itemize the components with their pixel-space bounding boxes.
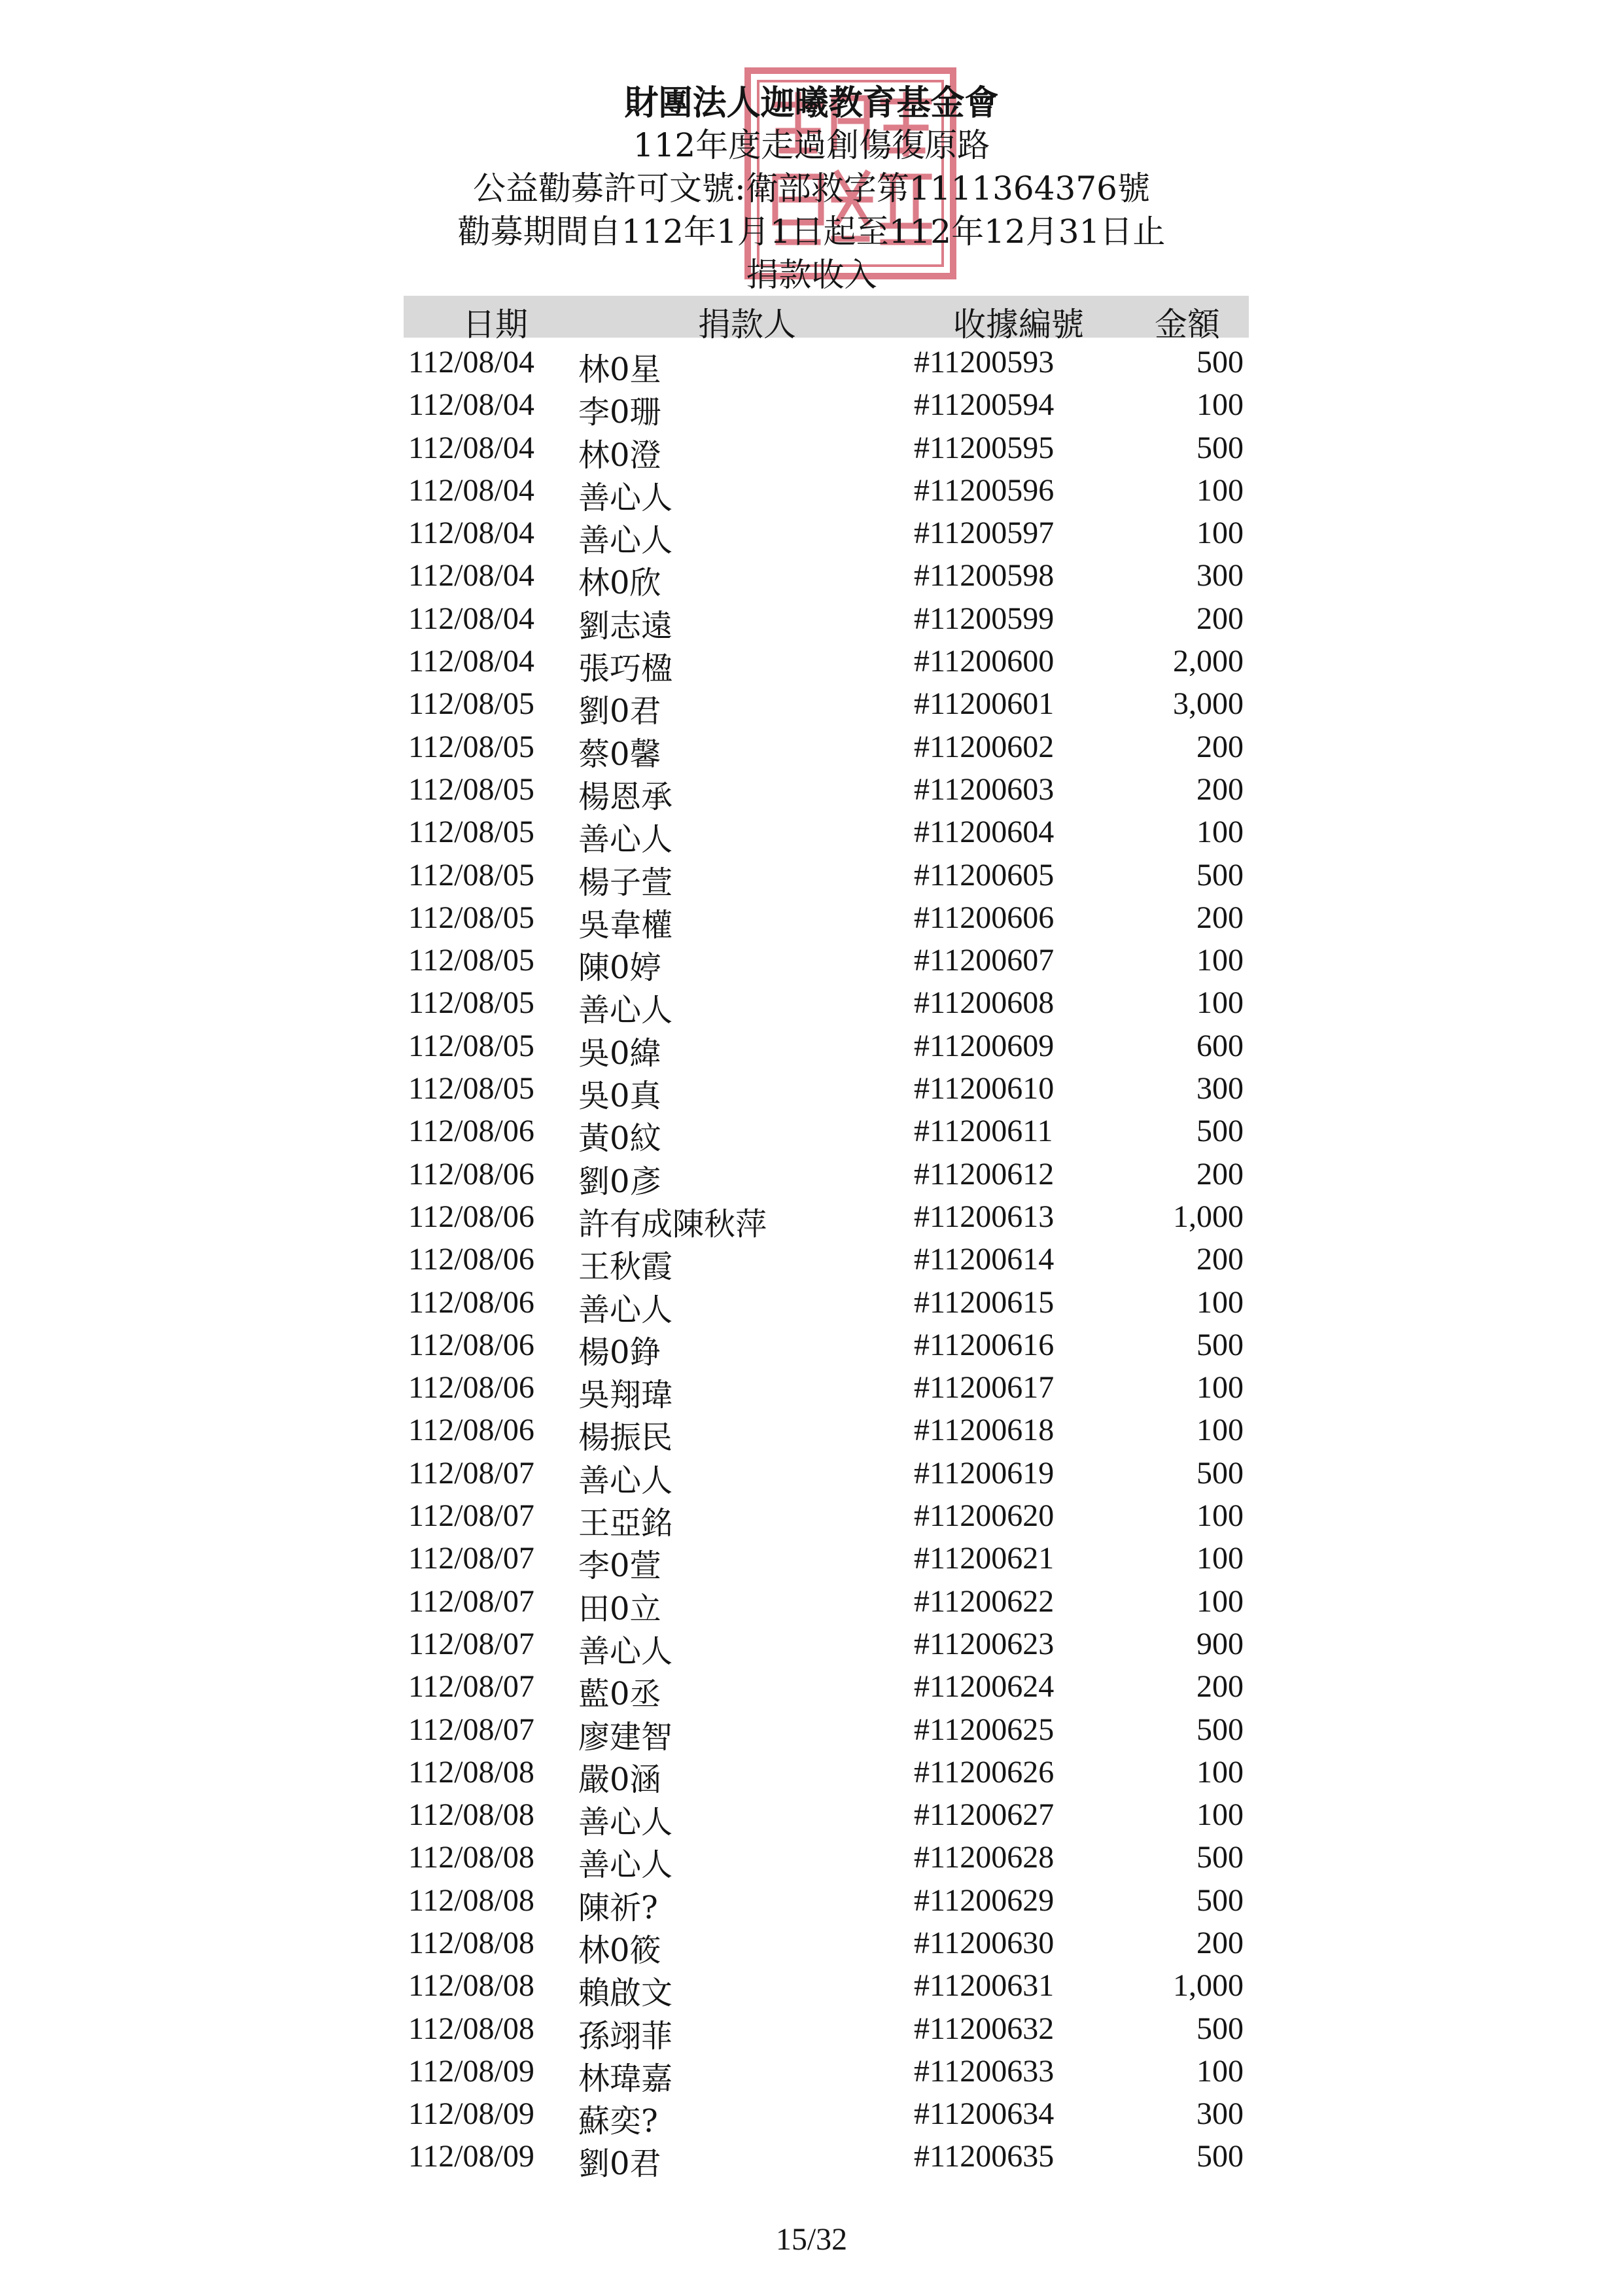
cell-donor: 林0欣 (578, 565, 661, 602)
cell-date: 112/08/05 (408, 985, 534, 1021)
cell-date: 112/08/04 (408, 516, 534, 551)
table-row (0, 1408, 1623, 1457)
table-row (0, 468, 1623, 516)
cell-amount: 100 (1196, 1498, 1244, 1534)
cell-date: 112/08/06 (408, 1284, 534, 1320)
cell-date: 112/08/08 (408, 1925, 534, 1960)
cell-amount: 100 (1196, 1370, 1244, 1405)
page-number: 15/32 (775, 2222, 848, 2257)
cell-donor: 蘇奕? (578, 2103, 658, 2140)
cell-amount: 900 (1196, 1626, 1244, 1661)
cell-amount: 500 (1196, 2139, 1244, 2174)
cell-amount: 1,000 (1173, 1199, 1244, 1234)
table-row (0, 1793, 1623, 1841)
cell-amount: 500 (1196, 1882, 1244, 1918)
cell-donor: 善心人 (578, 1846, 673, 1884)
cell-donor: 善心人 (578, 1804, 673, 1841)
cell-amount: 200 (1196, 1669, 1244, 1704)
cell-date: 112/08/04 (408, 558, 534, 593)
cell-amount: 500 (1196, 345, 1244, 380)
table-row (0, 1622, 1623, 1670)
cell-amount: 100 (1196, 2053, 1244, 2089)
cell-date: 112/08/05 (408, 857, 534, 892)
cell-date: 112/08/05 (408, 1028, 534, 1063)
cell-amount: 600 (1196, 1028, 1244, 1063)
permit-number: 公益勸募許可文號:衛部救字第1111364376號 (473, 169, 1150, 207)
table-row (0, 639, 1623, 688)
cell-receipt: #11200603 (914, 771, 1055, 807)
cell-donor: 善心人 (578, 1633, 673, 1670)
cell-amount: 200 (1196, 771, 1244, 807)
cell-amount: 300 (1196, 2096, 1244, 2132)
cell-receipt: #11200599 (914, 601, 1055, 636)
cell-amount: 500 (1196, 1327, 1244, 1362)
cell-donor: 李0萱 (578, 1547, 661, 1585)
cell-receipt: #11200615 (914, 1284, 1055, 1320)
cell-amount: 500 (1196, 1712, 1244, 1747)
table-row (0, 1451, 1623, 1499)
cell-amount: 300 (1196, 558, 1244, 593)
column-header-date: 日期 (462, 306, 528, 344)
cell-receipt: #11200619 (914, 1455, 1055, 1491)
cell-donor: 藍0丞 (578, 1676, 661, 1713)
cell-date: 112/08/09 (408, 2096, 534, 2132)
cell-donor: 善心人 (578, 1291, 673, 1328)
cell-date: 112/08/06 (408, 1114, 534, 1149)
table-row (0, 1879, 1623, 1926)
cell-receipt: #11200608 (914, 985, 1055, 1021)
cell-receipt: #11200614 (914, 1242, 1055, 1277)
cell-receipt: #11200612 (914, 1156, 1055, 1192)
table-row (0, 682, 1623, 730)
cell-donor: 善心人 (578, 992, 673, 1029)
cell-receipt: #11200600 (914, 644, 1055, 679)
table-row (0, 1280, 1623, 1328)
cell-amount: 100 (1196, 1541, 1244, 1576)
cell-date: 112/08/05 (408, 729, 534, 764)
cell-donor: 許有成陳秋萍 (578, 1205, 767, 1243)
cell-donor: 善心人 (578, 1462, 673, 1499)
cell-date: 112/08/04 (408, 472, 534, 508)
table-row (0, 768, 1623, 815)
cell-receipt: #11200595 (914, 430, 1055, 465)
cell-date: 112/08/08 (408, 1840, 534, 1875)
cell-donor: 林0筱 (578, 1932, 661, 1969)
table-row (0, 2007, 1623, 2055)
cell-receipt: #11200633 (914, 2053, 1055, 2089)
cell-amount: 200 (1196, 1925, 1244, 1960)
cell-receipt: #11200602 (914, 729, 1055, 764)
cell-amount: 500 (1196, 2011, 1244, 2046)
cell-amount: 500 (1196, 1114, 1244, 1149)
cell-amount: 200 (1196, 1156, 1244, 1192)
cell-receipt: #11200607 (914, 943, 1055, 978)
cell-date: 112/08/05 (408, 771, 534, 807)
cell-date: 112/08/05 (408, 815, 534, 850)
cell-date: 112/08/09 (408, 2139, 534, 2174)
cell-donor: 吳韋權 (578, 906, 673, 944)
table-row (0, 1109, 1623, 1157)
cell-amount: 100 (1196, 815, 1244, 850)
cell-donor: 林0星 (578, 351, 661, 388)
cell-date: 112/08/08 (408, 1968, 534, 2004)
cell-donor: 陳祈? (578, 1889, 658, 1926)
table-row (0, 853, 1623, 901)
table-row (0, 1024, 1623, 1072)
cell-date: 112/08/06 (408, 1242, 534, 1277)
cell-date: 112/08/04 (408, 601, 534, 636)
cell-amount: 100 (1196, 985, 1244, 1021)
table-row (0, 1835, 1623, 1884)
document-header (0, 84, 1623, 300)
table-row (0, 1708, 1623, 1756)
table-header (404, 296, 1249, 344)
donation-table-body (0, 340, 1623, 2183)
cell-amount: 500 (1196, 1455, 1244, 1491)
table-row (0, 2092, 1623, 2140)
cell-donor: 吳0緯 (578, 1034, 661, 1072)
table-row (0, 2049, 1623, 2097)
cell-receipt: #11200632 (914, 2011, 1055, 2046)
cell-amount: 200 (1196, 900, 1244, 935)
cell-donor: 王亞銘 (578, 1505, 673, 1542)
cell-amount: 100 (1196, 1413, 1244, 1448)
cell-date: 112/08/08 (408, 1754, 534, 1790)
cell-donor: 賴啟文 (578, 1975, 673, 2012)
cell-date: 112/08/06 (408, 1370, 534, 1405)
organization-name: 財團法人迦曦教育基金會 (624, 83, 999, 123)
table-row (0, 1152, 1623, 1200)
cell-receipt: #11200629 (914, 1882, 1055, 1918)
cell-amount: 100 (1196, 1583, 1244, 1619)
table-row (0, 1536, 1623, 1585)
cell-amount: 100 (1196, 387, 1244, 423)
cell-donor: 林瑋嘉 (578, 2060, 673, 2097)
cell-receipt: #11200609 (914, 1028, 1055, 1063)
cell-donor: 黃0紋 (578, 1120, 661, 1157)
cell-date: 112/08/08 (408, 2011, 534, 2046)
cell-receipt: #11200624 (914, 1669, 1055, 1704)
table-row (0, 426, 1623, 474)
cell-date: 112/08/07 (408, 1583, 534, 1619)
cell-date: 112/08/08 (408, 1882, 534, 1918)
column-header-amount: 金額 (1155, 306, 1220, 344)
cell-donor: 楊0錚 (578, 1333, 661, 1371)
cell-receipt: #11200597 (914, 516, 1055, 551)
table-row (0, 1750, 1623, 1798)
table-row (0, 938, 1623, 987)
cell-date: 112/08/05 (408, 943, 534, 978)
cell-receipt: #11200628 (914, 1840, 1055, 1875)
table-row (0, 1665, 1623, 1713)
cell-amount: 200 (1196, 729, 1244, 764)
cell-receipt: #11200604 (914, 815, 1055, 850)
cell-donor: 楊子萱 (578, 864, 673, 901)
cell-receipt: #11200606 (914, 900, 1055, 935)
cell-donor: 善心人 (578, 479, 673, 516)
cell-amount: 500 (1196, 430, 1244, 465)
cell-donor: 吳翔瑋 (578, 1377, 673, 1414)
cell-amount: 100 (1196, 1754, 1244, 1790)
cell-receipt: #11200631 (914, 1968, 1055, 2004)
cell-amount: 2,000 (1173, 644, 1244, 679)
cell-receipt: #11200611 (914, 1114, 1053, 1149)
cell-amount: 1,000 (1173, 1968, 1244, 2004)
project-title: 112年度走過創傷復原路 (633, 126, 990, 164)
cell-donor: 林0澄 (578, 436, 661, 474)
cell-receipt: #11200598 (914, 558, 1055, 593)
table-row (0, 1237, 1623, 1286)
cell-donor: 楊恩承 (578, 778, 673, 815)
cell-donor: 張巧楹 (578, 650, 673, 688)
table-row (0, 1323, 1623, 1371)
table-row (0, 1964, 1623, 2012)
table-row (0, 1580, 1623, 1627)
cell-date: 112/08/07 (408, 1541, 534, 1576)
cell-amount: 100 (1196, 1284, 1244, 1320)
cell-date: 112/08/07 (408, 1626, 534, 1661)
cell-donor: 田0立 (578, 1590, 661, 1627)
cell-donor: 陳0婷 (578, 949, 661, 987)
cell-date: 112/08/07 (408, 1712, 534, 1747)
cell-donor: 劉志遠 (578, 607, 673, 645)
cell-receipt: #11200634 (914, 2096, 1055, 2132)
table-row (0, 597, 1623, 645)
cell-date: 112/08/06 (408, 1327, 534, 1362)
cell-date: 112/08/05 (408, 686, 534, 722)
column-header-receipt: 收據編號 (953, 306, 1084, 344)
column-header-donor: 捐款人 (698, 306, 796, 344)
cell-amount: 3,000 (1173, 686, 1244, 722)
cell-date: 112/08/04 (408, 345, 534, 380)
table-row (0, 1494, 1623, 1542)
cell-donor: 孫翊菲 (578, 2017, 673, 2055)
cell-donor: 劉0君 (578, 2146, 661, 2183)
cell-donor: 嚴0涵 (578, 1761, 661, 1798)
cell-amount: 100 (1196, 1797, 1244, 1833)
cell-donor: 李0珊 (578, 394, 661, 431)
table-row (0, 340, 1623, 388)
cell-receipt: #11200605 (914, 857, 1055, 892)
cell-receipt: #11200627 (914, 1797, 1055, 1833)
table-row (0, 2134, 1623, 2183)
table-row (0, 1195, 1623, 1243)
cell-amount: 100 (1196, 472, 1244, 508)
cell-date: 112/08/04 (408, 644, 534, 679)
cell-date: 112/08/05 (408, 900, 534, 935)
cell-amount: 100 (1196, 943, 1244, 978)
cell-receipt: #11200610 (914, 1071, 1055, 1106)
cell-receipt: #11200630 (914, 1925, 1055, 1960)
cell-donor: 楊振民 (578, 1419, 673, 1457)
cell-donor: 王秋霞 (578, 1248, 673, 1286)
table-row (0, 511, 1623, 559)
cell-receipt: #11200622 (914, 1583, 1055, 1619)
cell-donor: 善心人 (578, 821, 673, 858)
cell-receipt: #11200618 (914, 1413, 1055, 1448)
cell-date: 112/08/05 (408, 1071, 534, 1106)
cell-amount: 300 (1196, 1071, 1244, 1106)
table-row (0, 1366, 1623, 1414)
cell-receipt: #11200617 (914, 1370, 1055, 1405)
cell-receipt: #11200616 (914, 1327, 1055, 1362)
table-row (0, 1067, 1623, 1115)
cell-donor: 吳0真 (578, 1078, 661, 1115)
cell-donor: 劉0君 (578, 693, 661, 730)
cell-receipt: #11200601 (914, 686, 1055, 722)
cell-donor: 善心人 (578, 522, 673, 559)
cell-receipt: #11200626 (914, 1754, 1055, 1790)
cell-date: 112/08/04 (408, 430, 534, 465)
cell-receipt: #11200594 (914, 387, 1055, 423)
table-row (0, 554, 1623, 602)
table-row (0, 810, 1623, 858)
cell-amount: 500 (1196, 1840, 1244, 1875)
cell-date: 112/08/08 (408, 1797, 534, 1833)
cell-date: 112/08/07 (408, 1498, 534, 1534)
cell-receipt: #11200613 (914, 1199, 1055, 1234)
cell-receipt: #11200596 (914, 472, 1055, 508)
table-row (0, 896, 1623, 944)
cell-date: 112/08/09 (408, 2053, 534, 2089)
cell-date: 112/08/06 (408, 1156, 534, 1192)
cell-amount: 500 (1196, 857, 1244, 892)
cell-donor: 劉0彥 (578, 1163, 661, 1200)
cell-donor: 蔡0馨 (578, 735, 661, 773)
section-title: 捐款收入 (746, 256, 877, 294)
fundraising-period: 勸募期間自112年1月1日起至112年12月31日止 (457, 213, 1166, 251)
table-row (0, 1921, 1623, 1969)
cell-receipt: #11200635 (914, 2139, 1055, 2174)
cell-amount: 100 (1196, 516, 1244, 551)
cell-receipt: #11200623 (914, 1626, 1055, 1661)
cell-donor: 廖建智 (578, 1718, 673, 1756)
cell-receipt: #11200625 (914, 1712, 1055, 1747)
cell-date: 112/08/07 (408, 1669, 534, 1704)
cell-amount: 200 (1196, 601, 1244, 636)
cell-receipt: #11200621 (914, 1541, 1055, 1576)
cell-date: 112/08/07 (408, 1455, 534, 1491)
table-row (0, 383, 1623, 431)
cell-date: 112/08/04 (408, 387, 534, 423)
cell-receipt: #11200593 (914, 345, 1055, 380)
table-row (0, 981, 1623, 1029)
table-row (0, 725, 1623, 773)
cell-date: 112/08/06 (408, 1199, 534, 1234)
cell-receipt: #11200620 (914, 1498, 1055, 1534)
cell-date: 112/08/06 (408, 1413, 534, 1448)
cell-amount: 200 (1196, 1242, 1244, 1277)
